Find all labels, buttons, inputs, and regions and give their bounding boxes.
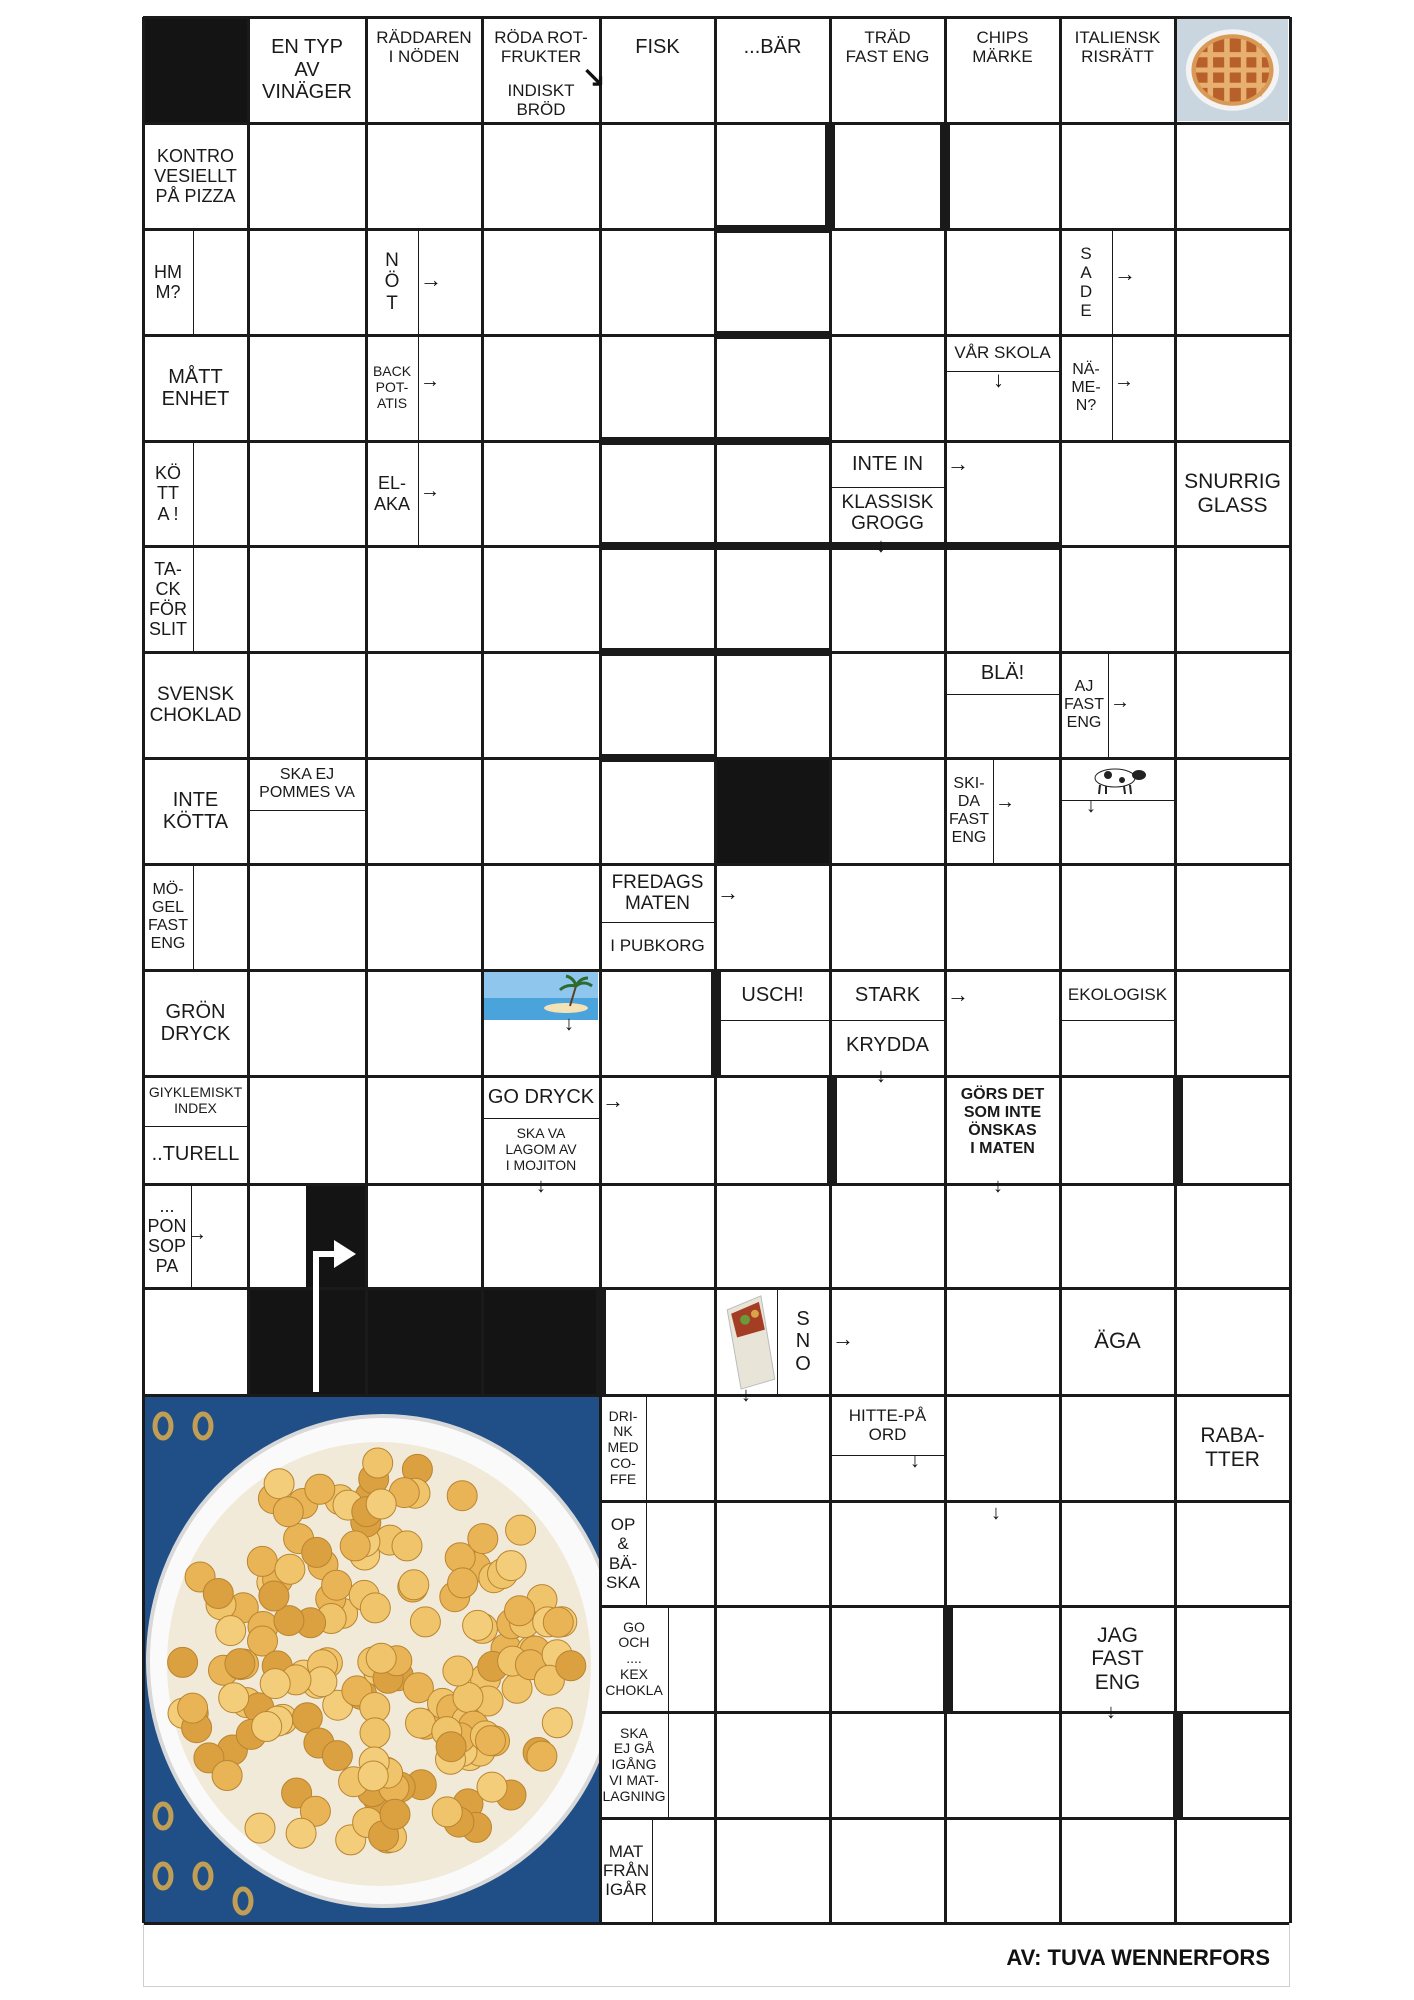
island-picture: [484, 972, 598, 1020]
clue-r8: MÖ- GEL FAST ENG: [147, 881, 188, 952]
clue-r6: SVENSK CHOKLAD: [149, 683, 242, 726]
black-square: [143, 17, 248, 123]
clue-n32: MAT FRÅN IGÅR: [602, 1841, 650, 1900]
clue-c1: EN TYP AV VINÄGER: [261, 36, 353, 104]
grid-line: [825, 123, 835, 229]
clue-divider: [830, 487, 945, 488]
clue-divider: [830, 1455, 945, 1456]
grid-line: [600, 648, 830, 656]
clue-r9: GRÖN DRYCK: [160, 1000, 231, 1045]
clue-divider: [193, 864, 194, 970]
grid-line: [596, 1288, 606, 1395]
clue-r10a: GIYKLEMISKT INDEX: [148, 1084, 243, 1116]
clue-divider: [193, 546, 194, 652]
clue-n30: JAG FAST ENG: [1091, 1623, 1144, 1694]
direction-arrow-icon: ↓: [876, 1065, 886, 1087]
grid-line: [827, 1076, 837, 1184]
direction-arrow-icon: →: [1114, 261, 1136, 286]
direction-arrow-icon: →: [420, 480, 440, 502]
clue-n31: SKA EJ GÅ IGÅNG VI MAT- LAGNING: [602, 1724, 666, 1804]
clue-n10: BLÄ!: [980, 661, 1025, 684]
direction-arrow-icon: ↓: [910, 1450, 920, 1472]
clue-divider: [945, 694, 1060, 695]
direction-arrow-icon: →: [717, 880, 739, 905]
grid-line: [715, 225, 830, 233]
clue-divider: [418, 441, 419, 546]
grid-line: [365, 17, 368, 1395]
clue-n22: GÖRS DET SOM INTE ÖNSKAS I MATEN: [960, 1086, 1045, 1157]
black-square: [715, 758, 830, 864]
direction-arrow-icon: →: [187, 1223, 207, 1245]
clue-n19: EKOLOGISK: [1067, 985, 1168, 1005]
wrap-picture: [717, 1290, 779, 1393]
clue-n14: FREDAGS MATEN: [611, 871, 704, 914]
direction-arrow-icon: ↓: [991, 1502, 1001, 1524]
clue-n7: INTE IN: [851, 452, 924, 475]
grid-line: [830, 542, 1060, 550]
direction-arrow-icon: →: [947, 982, 969, 1007]
author-credit: AV: TUVA WENNERFORS: [1006, 1945, 1270, 1970]
clue-divider: [193, 441, 194, 546]
clue-n24: ÄGA: [1094, 1328, 1141, 1354]
clue-divider: [668, 1606, 669, 1712]
clue-divider: [993, 758, 994, 864]
cow-picture: [1082, 763, 1152, 795]
clue-n12: SKA EJ POMMES VA: [259, 766, 355, 801]
direction-arrow-icon: →: [1110, 691, 1130, 713]
clue-r11: ... PON SOP PA: [147, 1195, 187, 1277]
clue-n25: DRI- NK MED CO- FFE: [607, 1407, 639, 1487]
clue-n11: AJ FAST ENG: [1063, 678, 1104, 731]
direction-arrow-icon: →: [420, 267, 442, 292]
clue-c8: ITALIENSK RISRÄTT: [1074, 27, 1161, 66]
grid-line: [1173, 1076, 1183, 1184]
direction-arrow-icon: ↓: [1106, 1701, 1116, 1723]
clue-n18: KRYDDA: [846, 1033, 929, 1056]
direction-arrow-icon: ↓: [741, 1384, 751, 1406]
clue-c2: RÄDDAREN I NÖDEN: [376, 27, 472, 66]
clue-divider: [1112, 229, 1113, 335]
direction-arrow-icon: ↓: [993, 1175, 1003, 1197]
direction-arrow-icon: ↓: [536, 1175, 546, 1197]
clue-divider: [600, 922, 715, 923]
clue-r2: HM M?: [154, 261, 182, 302]
clue-divider: [646, 1501, 647, 1606]
clue-r5: TA- CK FÖR SLIT: [148, 558, 187, 640]
direction-arrow-icon: →: [995, 791, 1015, 813]
direction-arrow-icon: →: [602, 1088, 624, 1113]
clue-n13: SKI- DA FAST ENG: [948, 775, 989, 846]
grid-line: [940, 123, 950, 229]
clue-n28: OP & BÄ- SKA: [605, 1515, 641, 1592]
clue-divider: [418, 335, 419, 441]
grid-line: [600, 754, 715, 762]
clue-n3: BACK POT- ATIS: [372, 363, 412, 411]
clue-c3a: RÖDA ROT- FRUKTER: [494, 27, 588, 66]
direction-arrow-icon: ↓: [876, 535, 886, 557]
grid-line: [481, 17, 484, 1395]
clue-n1: N Ö T: [384, 250, 400, 314]
clue-divider: [668, 1712, 669, 1818]
direction-arrow-icon: →: [1114, 370, 1134, 392]
clue-r3: MÅTT ENHET: [161, 365, 230, 410]
direction-arrow-icon: →: [947, 451, 969, 476]
clue-n27: RABA- TTER: [1200, 1424, 1265, 1471]
direction-arrow-icon: ↓: [993, 367, 1004, 392]
clue-c4: FISK: [635, 35, 680, 58]
clue-n15: I PUBKORG: [610, 936, 705, 956]
clue-divider: [418, 229, 419, 335]
clue-n23: S N O: [795, 1307, 811, 1375]
clue-divider: [1060, 1020, 1175, 1021]
clue-c5: ...BÄR: [743, 35, 802, 58]
clue-divider: [143, 1126, 248, 1127]
grid-line: [600, 542, 830, 550]
clue-r1: KONTRO VESIELLT PÅ PIZZA: [154, 145, 237, 207]
black-square: [482, 1288, 600, 1395]
chickpea-bowl-picture: [143, 1396, 600, 1923]
clue-r7: INTE KÖTTA: [162, 788, 229, 833]
grid-line: [715, 331, 830, 339]
clue-divider: [652, 1818, 653, 1923]
pie-picture: [1177, 19, 1288, 121]
black-square: [366, 1288, 482, 1395]
clue-divider: [777, 1288, 778, 1395]
direction-arrow-icon: ↓: [1086, 795, 1096, 817]
grid-line: [1173, 1712, 1183, 1818]
clue-divider: [1060, 800, 1175, 801]
clue-r10b: ..TURELL: [151, 1142, 240, 1165]
clue-n2: S A D E: [1079, 243, 1093, 321]
clue-divider: [248, 810, 366, 811]
clue-n6: EL- AKA: [373, 473, 411, 514]
clue-n5: NÄ- ME- N?: [1071, 361, 1101, 414]
clue-divider: [1108, 652, 1109, 758]
grid-line: [600, 437, 830, 445]
clue-n17: STARK: [854, 983, 921, 1006]
clue-n16: USCH!: [741, 983, 804, 1006]
direction-arrow-icon: ↓: [564, 1013, 574, 1035]
clue-n21: SKA VA LAGOM AV I MOJITON: [505, 1125, 577, 1173]
clue-r4: KÖ TT A !: [154, 463, 181, 524]
clue-divider: [715, 1020, 945, 1021]
direction-arrow-icon: →: [420, 370, 440, 392]
clue-n8: KLASSISK GROGG: [841, 491, 934, 534]
grid-line: [1289, 17, 1292, 1923]
clue-divider: [482, 1118, 600, 1119]
clue-divider: [1112, 335, 1113, 441]
clue-c6: TRÄD FAST ENG: [845, 27, 930, 66]
clue-n26: HITTE-PÅ ORD: [848, 1405, 927, 1444]
clue-n9: SNURRIG GLASS: [1184, 469, 1281, 517]
grid-line: [943, 1606, 953, 1712]
clue-divider: [193, 229, 194, 335]
clue-c7: CHIPS MÄRKE: [972, 27, 1033, 66]
clue-c3b: INDISKT BRÖD: [507, 80, 575, 119]
clue-n29: GO OCH .... KEX CHOKLA: [605, 1618, 663, 1698]
direction-arrow-icon: →: [832, 1326, 854, 1351]
clue-divider: [646, 1395, 647, 1501]
clue-n4: VÅR SKOLA: [954, 343, 1051, 363]
bent-arrow-icon: [308, 1214, 368, 1394]
clue-n20: GO DRYCK: [487, 1085, 595, 1108]
direction-arrow-icon: ↘: [582, 61, 606, 92]
